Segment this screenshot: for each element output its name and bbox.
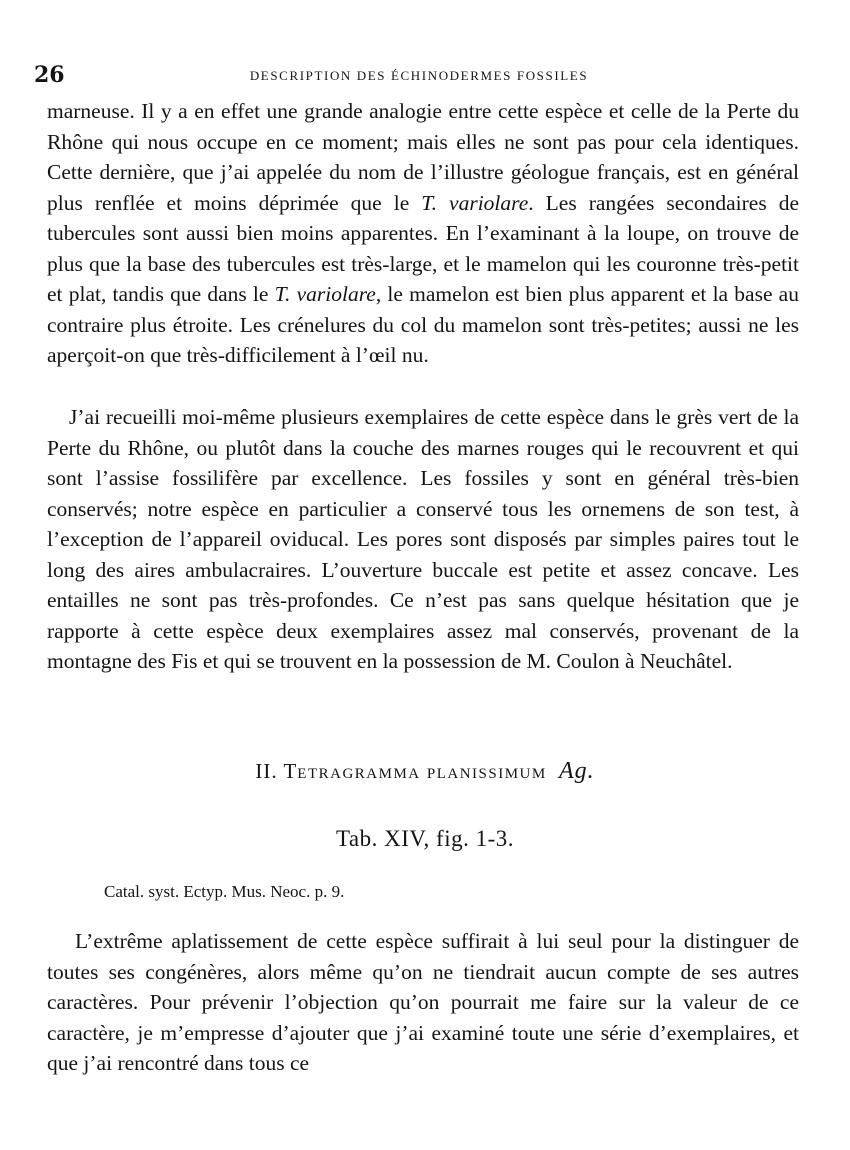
species-name-italic: T. variolare [274,282,376,306]
paragraph-continuation [47,96,799,371]
paragraph-locality: J’ai recueilli moi-même plusieurs exemplaires de cette espèce dans le grès vert de la Perte du Rhône, ou plutôt dans la couche des marnes rouges qui le recouvrent et qui sont l’assise fossilifère par excellence. Les fossiles y sont en général très-bien conservés; notre espèce en particulier a conservé tous les ornemens de son test, à l’exception de l’appareil oviducal. Les pores sont disposés par simples paires tout le long des aires ambulacraires. L’ouverture buccale est petite et assez concave. Les entailles ne sont pas très-profondes. Ce n’est pas sans quelque hésitation que je rapporte à cette espèce deux exemplaires assez mal conservés, provenant de la montagne des Fis et qui se trouvent en la possession de M. Coulon à Neuchâtel. [47,405,799,673]
paragraph-text: marneuse. Il y a en effet une grande analogie entre cette espèce et celle de la Perte du Rhône qui nous occupe en ce moment; mais elles ne sont pas pour cela identiques. Cette dernière, que j’ai appelée du nom de l’illustre géologue français, est en général plus renflée et moins déprimée que le [47,99,799,215]
species-name-italic: T. variolare [421,190,529,215]
page-number: 26 [34,62,65,88]
genus-rest: ETRAGRAMMA [297,766,421,782]
paragraph-text: , le mamelon est bien plus apparent et la base au contraire plus étroite. Les crénelures du col du mamelon sont très-petites; aussi ne les aperçoit-on que très-difficilement à l’œil nu. [47,282,799,367]
paragraph-description: L’extrême aplatissement de cette espèce suffirait à lui seul pour la distinguer de toutes ses congénères, alors même qu’on ne tiendrait aucun compte de ses autres caractères. Pour prévenir l’objection qu’on pourrait me faire sur la valeur de ce caractère, je m’empresse d’ajouter que j’ai examiné toute une série d’exemplaires, et que j’ai rencontré dans tous ce [47,929,799,1075]
plate-reference: Tab. XIV, fig. 1-3. [335,826,515,851]
running-title: DESCRIPTION DES ÉCHINODERMES FOSSILES [249,68,589,83]
genus-initial: T [283,759,298,783]
paragraph-text: . Les rangées secondaires de tubercules sont aussi bien moins apparentes. En l’examinant à la loupe, on trouve de plus que la base des tubercules est très-large, et le mamelon qui les couronne très-petit et plat, tandis que dans le [47,190,799,306]
section-numeral: II. [255,759,278,783]
catalog-reference: Catal. syst. Ectyp. Mus. Neoc. p. 9. [104,882,345,901]
author-abbreviation: Ag. [558,758,595,784]
species-epithet: PLANISSIMUM [426,766,547,782]
page-header [34,62,804,92]
species-heading [0,758,850,785]
